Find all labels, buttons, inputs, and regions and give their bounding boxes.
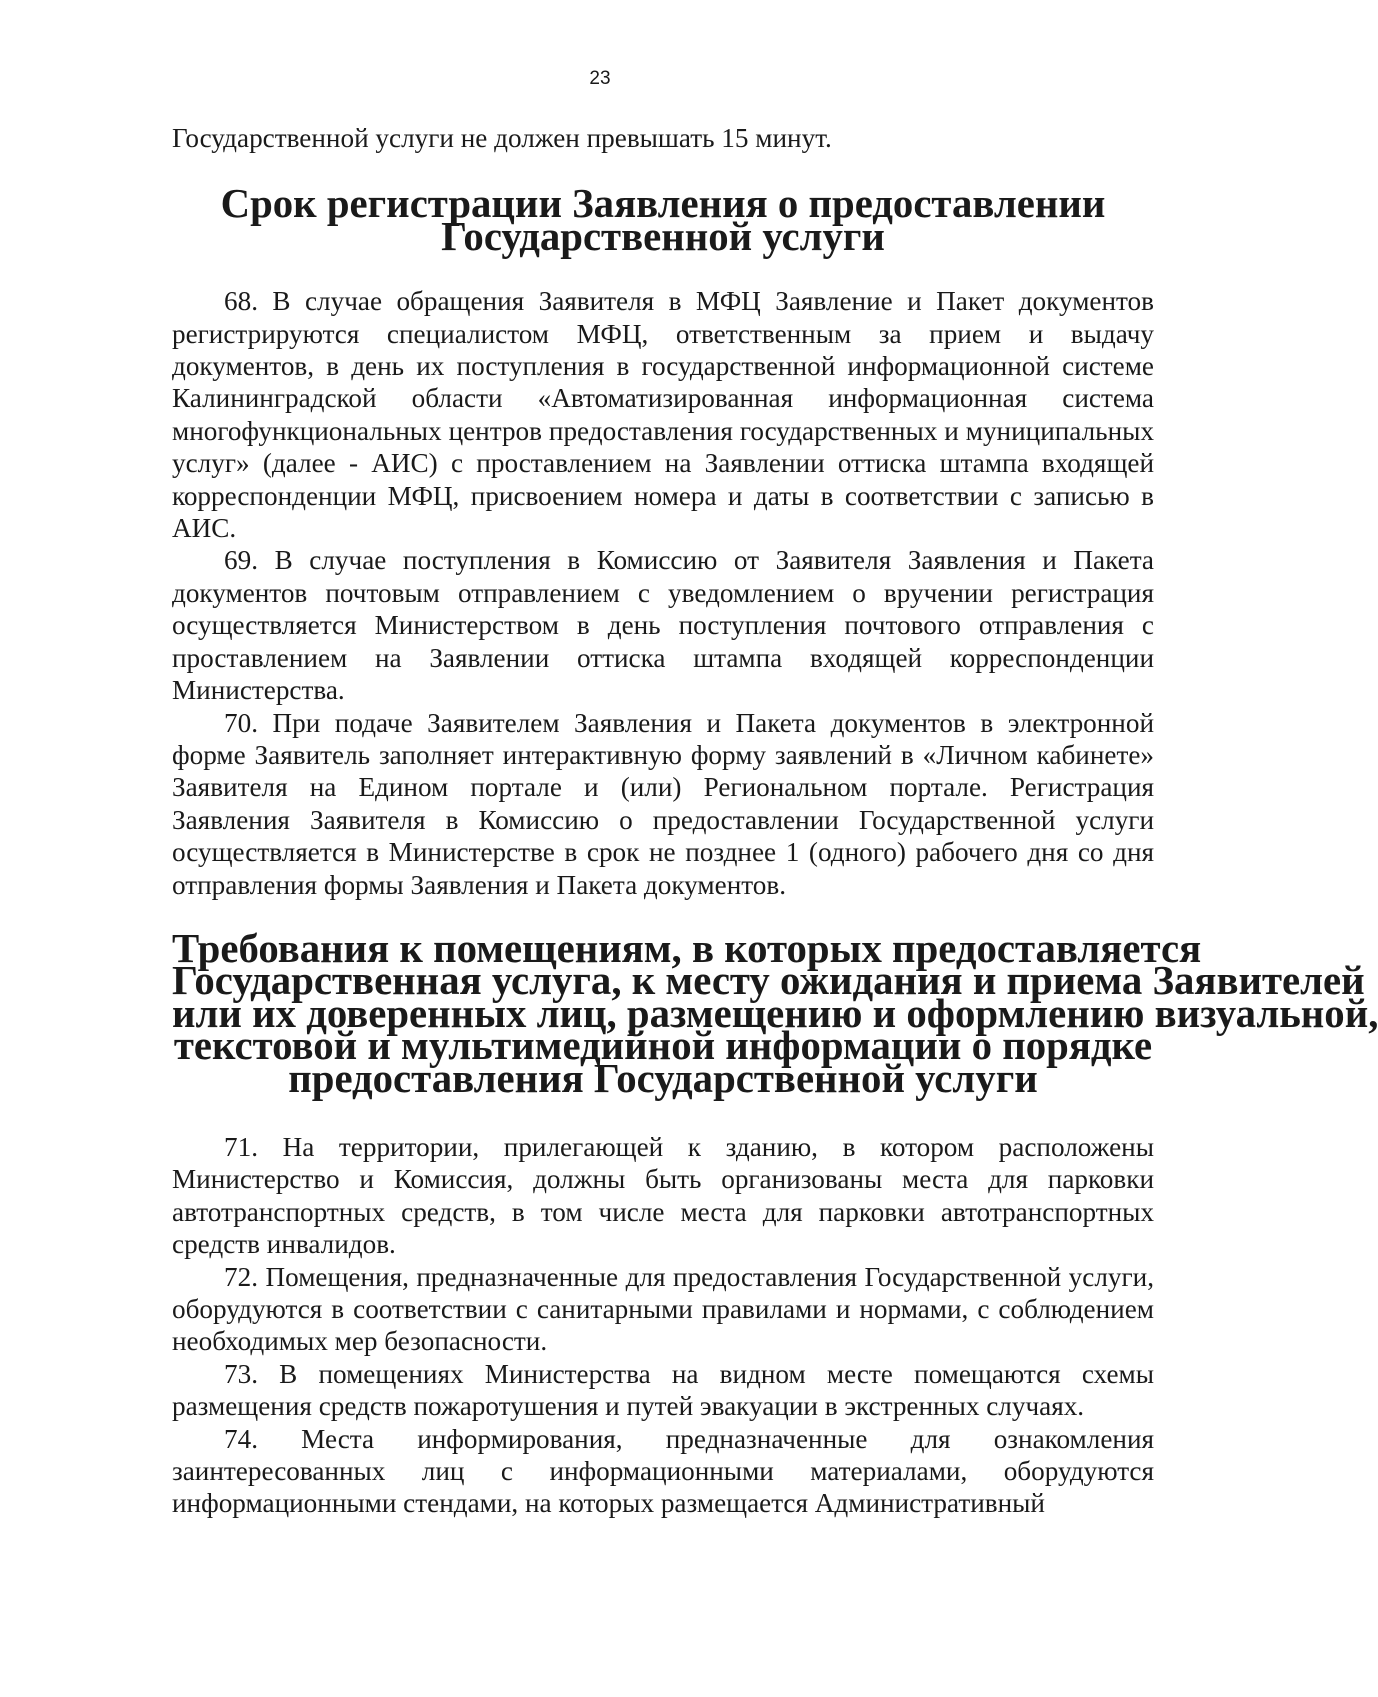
- heading-line: Требования к помещениям, в которых предоставляется: [172, 925, 1202, 971]
- paragraph-72: 72. Помещения, предназначенные для предоставления Государственной услуги, оборудуются в соответствии с санитарными правилами и нормами, с соблюдением необходимых мер безопасности.: [172, 1261, 1154, 1357]
- page-number: 23: [589, 68, 611, 89]
- document-body: [172, 122, 1378, 1520]
- paragraph-71: 71. На территории, прилегающей к зданию, в котором расположены Министерство и Комиссия, должны быть организованы места для парковки автотранспортных средств, в том числе места для парковки автотранспортных средств инвалидов.: [172, 1131, 1154, 1260]
- section-heading-registration-term: [172, 181, 1154, 259]
- heading-line: Срок регистрации Заявления о предоставлении: [220, 181, 1106, 227]
- paragraph-68: 68. В случае обращения Заявителя в МФЦ Заявление и Пакет документов регистрируются специалистом МФЦ, ответственным за прием и выдачу документов, в день их поступления в государственной информационной системе Калининградской области «Автоматизированная информационная система многофункциональных центров предоставления государственных и муниципальных услуг» (далее - АИС) с проставлением на Заявлении оттиска штампа входящей корреспонденции МФЦ, присвоением номера и даты в соответствии с записью в АИС.: [172, 286, 1154, 544]
- heading-line: Государственной услуги: [441, 213, 885, 259]
- paragraph-74: 74. Места информирования, предназначенные для ознакомления заинтересованных лиц с информационными материалами, оборудуются информационными стендами, на которых размещается Административный: [172, 1423, 1154, 1519]
- paragraph-70: 70. При подаче Заявителем Заявления и Пакета документов в электронной форме Заявитель заполняет интерактивную форму заявлений в «Личном кабинете» Заявителя на Едином портале и (или) Региональном портале. Регистрация Заявления Заявителя в Комиссию о предоставлении Государственной услуги осуществляется в Министерстве в срок не позднее 1 (одного) рабочего дня со дня отправления формы Заявления и Пакета документов.: [172, 707, 1154, 900]
- heading-line: предоставления Государственной услуги: [288, 1055, 1038, 1101]
- heading-line: или их доверенных лиц, размещению и оформлению визуальной,: [172, 990, 1378, 1036]
- paragraph-73: 73. В помещениях Министерства на видном месте помещаются схемы размещения средств пожаротушения и путей эвакуации в экстренных случаях.: [172, 1358, 1154, 1422]
- heading-line: текстовой и мультимедийной информации о порядке: [173, 1023, 1153, 1069]
- heading-line: Государственная услуга, к месту ожидания и приема Заявителей: [172, 958, 1365, 1004]
- section-heading-premises-requirements: [172, 925, 1378, 1101]
- paragraph-69: 69. В случае поступления в Комиссию от Заявителя Заявления и Пакета документов почтовым отправлением с уведомлением о вручении регистрация осуществляется Министерством в день поступления почтового отправления с проставлением на Заявлении оттиска штампа входящей корреспонденции Министерства.: [172, 545, 1154, 706]
- continuation-line: Государственной услуги не должен превышать 15 минут.: [172, 123, 832, 153]
